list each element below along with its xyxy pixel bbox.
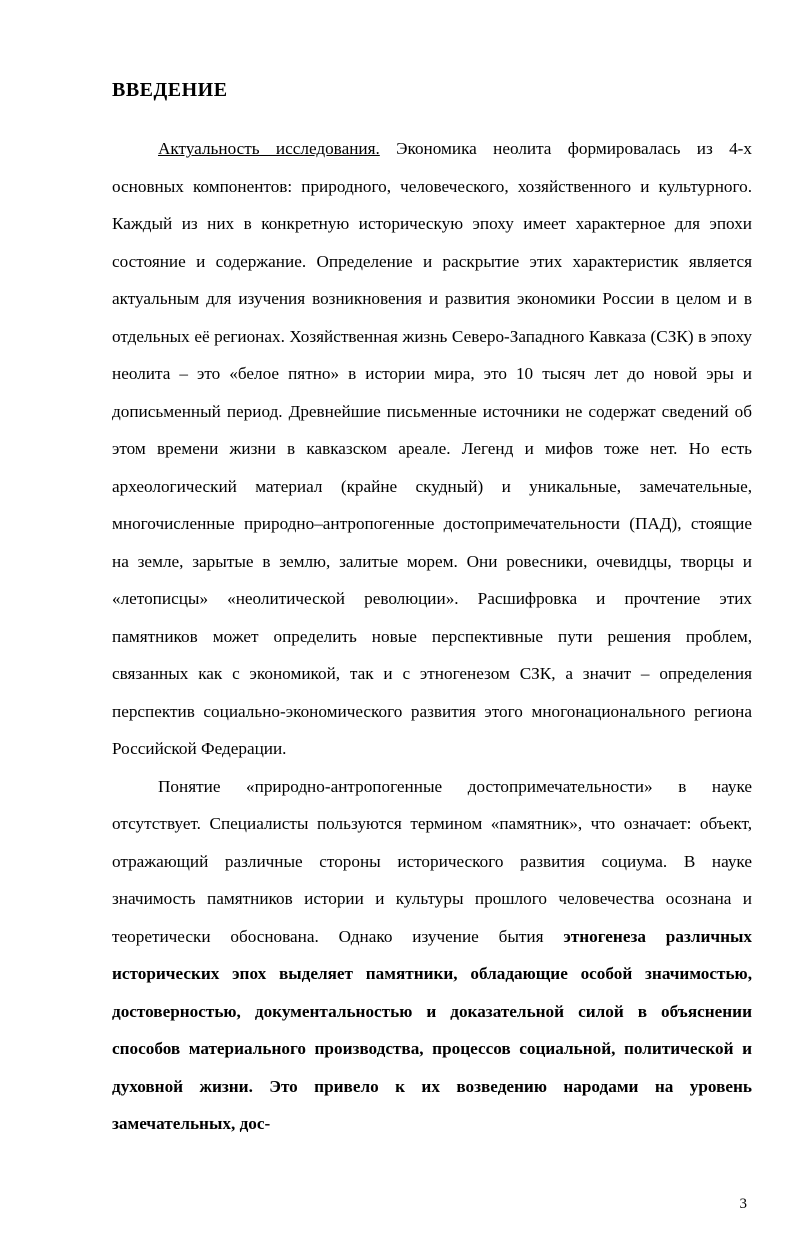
page-number: 3 — [739, 1196, 747, 1212]
paragraph-relevance — [112, 130, 752, 768]
paragraph-body-text: Понятие «природно-антропогенные достопримечательности» в науке отсутствует. Специалисты пользуются термином «памятник», что означает: объект, отражающий различные стороны исторического развития социума. В науке значимость памятников истории и культуры прошлого человечества осознана и теоретически обоснована. Однако изучение бытия — [112, 776, 752, 946]
paragraph-emphasised-text: этногенеза различных исторических эпох выделяет памятники, обладающие особой значимостью, достоверностью, документальностью и доказательной силой в объяснении способов материального производства, процессов социальной, политической и духовной жизни. Это привело к их возведению народами на уровень замечательных, дос- — [112, 926, 753, 1133]
paragraph-body-text: Экономика неолита формировалась из 4-х основных компонентов: природного, человеческого, хозяйственного и культурного. Каждый из них в конкретную историческую эпоху имеет характерное для эпохи состояние и содержание. Определение и раскрытие этих характеристик является актуальным для изучения возникновения и развития экономики России в целом и в отдельных её регионах. Хозяйственная жизнь Северо-Западного Кавказа (СЗК) в эпоху неолита – это «белое пятно» в истории мира, это 10 тысяч лет до новой эры и дописьменный период. Древнейшие письменные источники не содержат сведений об этом времени жизни в кавказском ареале. Легенд и мифов тоже нет. Но есть археологический материал (крайне скудный) и уникальные, замечательные, многочисленные природно–антропогенные достопримечательности (ПАД), стоящие на земле, зарытые в землю, залитые морем. Они ровесники, очевидцы, творцы и «летописцы» «неолитической революции». Расшифровка и прочтение этих памятников может определить новые перспективные пути решения проблем, связанных как с экономикой, так и с этногенезом СЗК, а значит – определения перспектив социально-экономического развития этого многонационального региона Российской Федерации. — [112, 139, 752, 758]
paragraph-lead-in: Актуальность исследования. — [158, 139, 380, 158]
page-title: ВВЕДЕНИЕ — [112, 79, 228, 101]
paragraph-concept — [112, 768, 752, 1143]
page-content — [112, 78, 752, 1143]
